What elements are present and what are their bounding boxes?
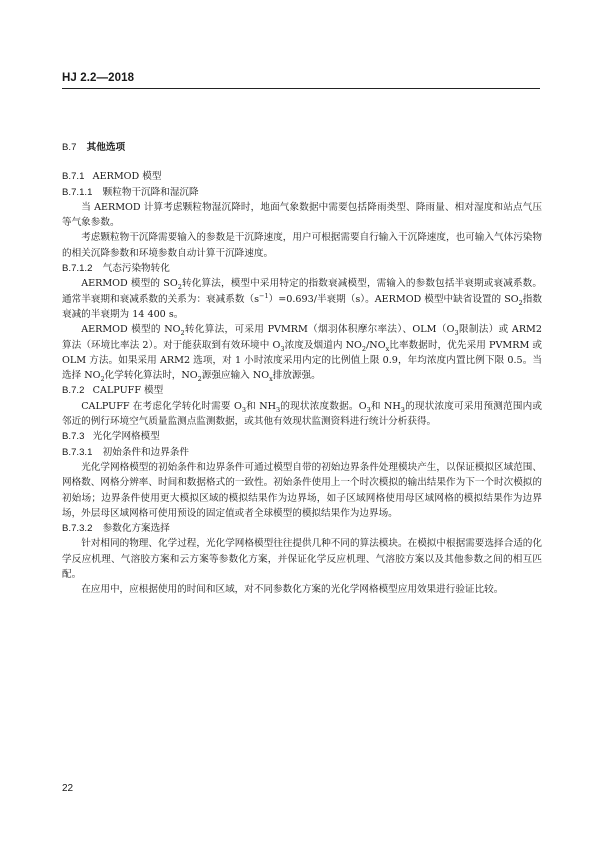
page-content	[62, 118, 542, 598]
paragraph-dry-deposition: 考虑颗粒物干沉降需要输入的参数是干沉降速度，用户可根据需要自行输入干沉降速度，也可输入气体污染物的相关沉降参数和环境参数自动计算干沉降速度。	[62, 232, 542, 259]
section-number: B.7.3.2	[62, 523, 93, 535]
section-title: AERMOD 模型	[92, 171, 162, 183]
section-number: B.7.3	[62, 431, 85, 443]
header-rule	[62, 88, 540, 89]
section-title: 光化学网格模型	[92, 431, 160, 443]
section-heading-b712	[62, 261, 542, 276]
section-title: 气态污染物转化	[102, 263, 170, 275]
paragraph-calpuff: CALPUFF 在考虑化学转化时需要 $O_3$和 $NH_3$的现状浓度数据。$O_3$和 $NH_3$的现状浓度可采用预测范围内或邻近的例行环境空气质量监测点监测数据，或其他有效现状监测资料进行统计分析获得。	[62, 400, 543, 428]
section-number: B.7.2	[62, 385, 85, 397]
paragraph-wet-deposition: 当 AERMOD 计算考虑颗粒物湿沉降时，地面气象数据中需要包括降雨类型、降雨量、相对湿度和站点气压等气象参数。	[62, 201, 542, 229]
section-title: CALPUFF 模型	[92, 385, 164, 397]
paragraph-so2-conversion: AERMOD 模型的 $SO_2$转化算法，模型中采用特定的指数衰减模型，需输入的参数包括半衰期或衰减系数。通常半衰期和衰减系数的关系为：衰减系数$(s^{-1})=0.693/$半衰期（s）。AERMOD 模型中缺省设置的 $SO_2$指数衰减的半衰期为 14 400 s。	[62, 278, 543, 320]
paragraph-no2-conversion: AERMOD 模型的 $NO_2$转化算法，可采用 PVMRM（烟羽体积摩尔率法）、$OLM(O_3$限制法）或 ARM2 算法（环境比率法 2）。对于能获取到有效环境中 $O_3$浓度及烟道内 $NO_2/NO_x$比率数据时，优先采用 PVMRM 或 OLM 方法。如果采用 ARM2 选项，对 1 小时浓度采用内定的比例值上限 0.9，年均浓度内置比例下限 0.5。当选择 $NO_2$化学转化算法时，$NO_2$源强应输入 $NO_x$排放源强。	[62, 324, 542, 384]
section-heading-b73	[62, 429, 542, 444]
page-number: 22	[62, 783, 74, 794]
section-title: 其他选项	[86, 142, 126, 153]
section-heading-b731	[62, 445, 542, 460]
paragraph-parameterization: 针对相同的物理、化学过程，光化学网格模型往往提供几种不同的算法模块。在模拟中根据需要选择合适的化学反应机理、气溶胶方案和云方案等参数化方案，并保证化学反应机理、气溶胶方案以及其他参数之间的相互匹配。	[62, 538, 542, 581]
standard-code: HJ 2.2—2018	[62, 72, 135, 84]
section-heading-b71	[62, 169, 542, 184]
paragraph-validation: 在应用中，应根据使用的时间和区域，对不同参数化方案的光化学网格模型应用效果进行验证比较。	[81, 584, 504, 596]
section-title: 参数化方案选择	[102, 523, 170, 535]
section-heading-b7	[62, 140, 542, 155]
section-heading-b711	[62, 185, 542, 200]
section-title: 初始条件和边界条件	[102, 446, 190, 458]
section-title: 颗粒物干沉降和湿沉降	[102, 186, 199, 198]
section-number: B.7	[62, 142, 77, 153]
section-number: B.7.1	[62, 171, 85, 183]
section-number: B.7.3.1	[62, 446, 93, 458]
section-number: B.7.1.2	[62, 263, 93, 275]
section-number: B.7.1.1	[62, 186, 93, 198]
section-heading-b732	[62, 521, 542, 536]
section-heading-b72	[62, 383, 542, 398]
paragraph-initial-boundary: 光化学网格模型的初始条件和边界条件可通过模型自带的初始边界条件处理模块产生，以保证模拟区域范围、网格数、网格分辨率、时间和数据格式的一致性。初始条件使用上一个时次模拟的输出结果作为下一个时次模拟的初始场；边界条件使用更大模拟区域的模拟结果作为边界场，如子区域网格使用母区域网格的模拟结果作为边界场，外层母区域网格可使用预设的固定值或者全球模型的模拟结果作为边界场。	[62, 461, 542, 519]
